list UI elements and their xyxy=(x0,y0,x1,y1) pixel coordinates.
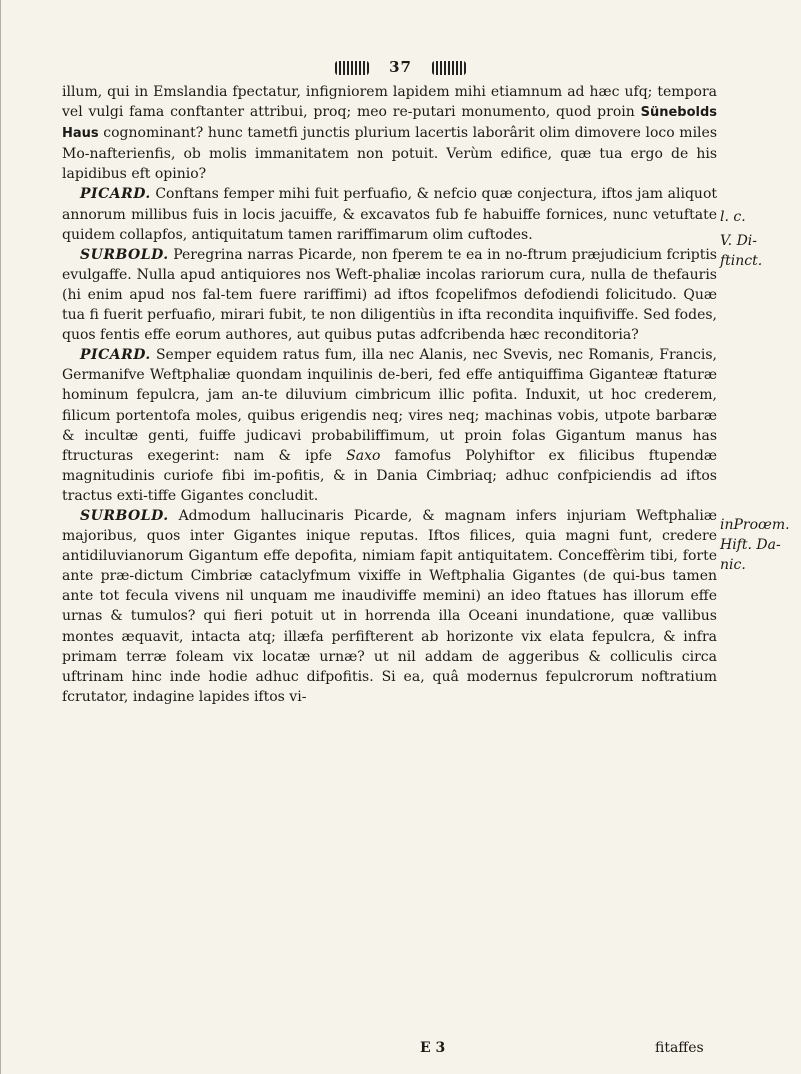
margin-note: l. c. xyxy=(720,209,746,225)
speaker-surbold: SURBOLD. xyxy=(80,246,169,263)
page-edge xyxy=(0,0,1,1074)
text-body xyxy=(62,82,717,707)
catchword: fitaffes xyxy=(655,1040,704,1056)
paragraph: SURBOLD. Admodum hallucinaris Picarde, & magnam infers injuriam Weftphaliæ majoribus, quos inter Gigantes inique reputas. Iftos filices, quia magni funt, credere antidiluvianorum Gigantum effe depofita, nimiam fapit antiquitatem. Conceffèrim tibi, forte ante præ-dictum Cimbriæ cataclyfmum vixiffe in Weftphalia Gigantes (de qui-bus tamen ante tot fecula vivens nil unquam me inaudiviffe memini) an ideo ftatues has illorum effe urnas & tumulos? qui fieri potuit ut in horrenda illa Oceani inundatione, quæ vallibus montes æquavit, intacta atq; illæfa perfifterent ab horizonte vix elata fepulcra, & infra primam terræ foleam vix locatæ urnæ? ut nil addam de aggeribus & colliculis circa uftrinam hinc inde hodie adhuc difpofitis. Si ea, quâ modernus fepulcrorum noftratium fcrutator, indagine lapides iftos vi- xyxy=(62,507,717,705)
margin-note: inProœm. xyxy=(720,517,790,533)
paragraph: PICARD. Conftans femper mihi fuit perfuafio, & nefcio quæ conjectura, iftos jam aliquot annorum millibus fuis in locis jacuiffe, & excavatos fub fe habuiffe fornices, nunc vetuftate quidem collapfos, antiquitatum tamen rariffimarum olim cuftodes. xyxy=(62,186,717,243)
margin-note: nic. xyxy=(720,557,746,573)
margin-note: Hift. Da- xyxy=(720,537,781,553)
ornament-right-icon xyxy=(432,61,466,75)
speaker-surbold: SURBOLD. xyxy=(80,507,169,524)
paragraph: illum, qui in Emslandia fpectatur, infigniorem lapidem mihi etiamnum ad hæc ufq; tempora vel vulgi fama conftanter attribui, proq; meo re-putari monumento, quod proin Sünebolds Haus cognominant? hunc tametfi junctis plurium lacertis laborârit olim dimovere loco miles Mo-nafterienfis, ob molis immanitatem non potuit. Verùm edifice, quæ tua ergo de his lapidibus eft opinio? xyxy=(62,84,718,183)
speaker-picard: PICARD. xyxy=(80,186,151,203)
page-number: 37 xyxy=(389,58,412,76)
paragraph: SURBOLD. Peregrina narras Picarde, non fperem te ea in no-ftrum præjudicium fcriptis evulgaffe. Nulla apud antiquiores nos Weft-phaliæ incolas rariorum cura, nulla de thefauris (hi enim apud nos fal-tem fuere rariffimi) ad iftos fcopelifmos defodiendi folicitudo. Quæ tua fi fuerit perfuafio, mirari fubit, te non diligentiùs in ifta recondita inquifiviffe. Sed fodes, quos fentis effe eorum authores, aut quibus putas adfcribenda hæc reconditoria? xyxy=(62,246,717,344)
paragraph: PICARD. Semper equidem ratus fum, illa nec Alanis, nec Svevis, nec Romanis, Francis, Germanifve Weftphaliæ quondam inquilinis de-beri, fed effe antiquiffima Giganteæ ftaturæ hominum fepulcra, jam an-te diluvium cimbricum illic pofita. Induxit, ut hoc crederem, filicum portentofa moles, quibus erigendis neq; vires neq; machinas vobis, utpote barbaræ & incultæ genti, fuiffe judicavi probabiliffimum, ut proin folas Gigantum manus has ftructuras exegerint: nam & ipfe Saxo famofus Polyhiftor ex filicibus ftupendæ magnitudinis curiofe fibi im-pofitis, & in Dania Cimbriaq; adhuc confpiciendis ad iftos tractus exti-tiffe Gigantes concludit. xyxy=(62,347,717,504)
gothic-phrase: Sünebolds Haus xyxy=(62,105,718,142)
page-header xyxy=(0,58,801,76)
margin-note: ftinct. xyxy=(720,253,763,269)
margin-note: V. Di- xyxy=(720,233,757,249)
inline-saxo: Saxo xyxy=(346,447,381,464)
ornament-left-icon xyxy=(335,61,369,75)
signature-mark: E 3 xyxy=(420,1040,446,1056)
speaker-picard: PICARD. xyxy=(80,347,151,364)
